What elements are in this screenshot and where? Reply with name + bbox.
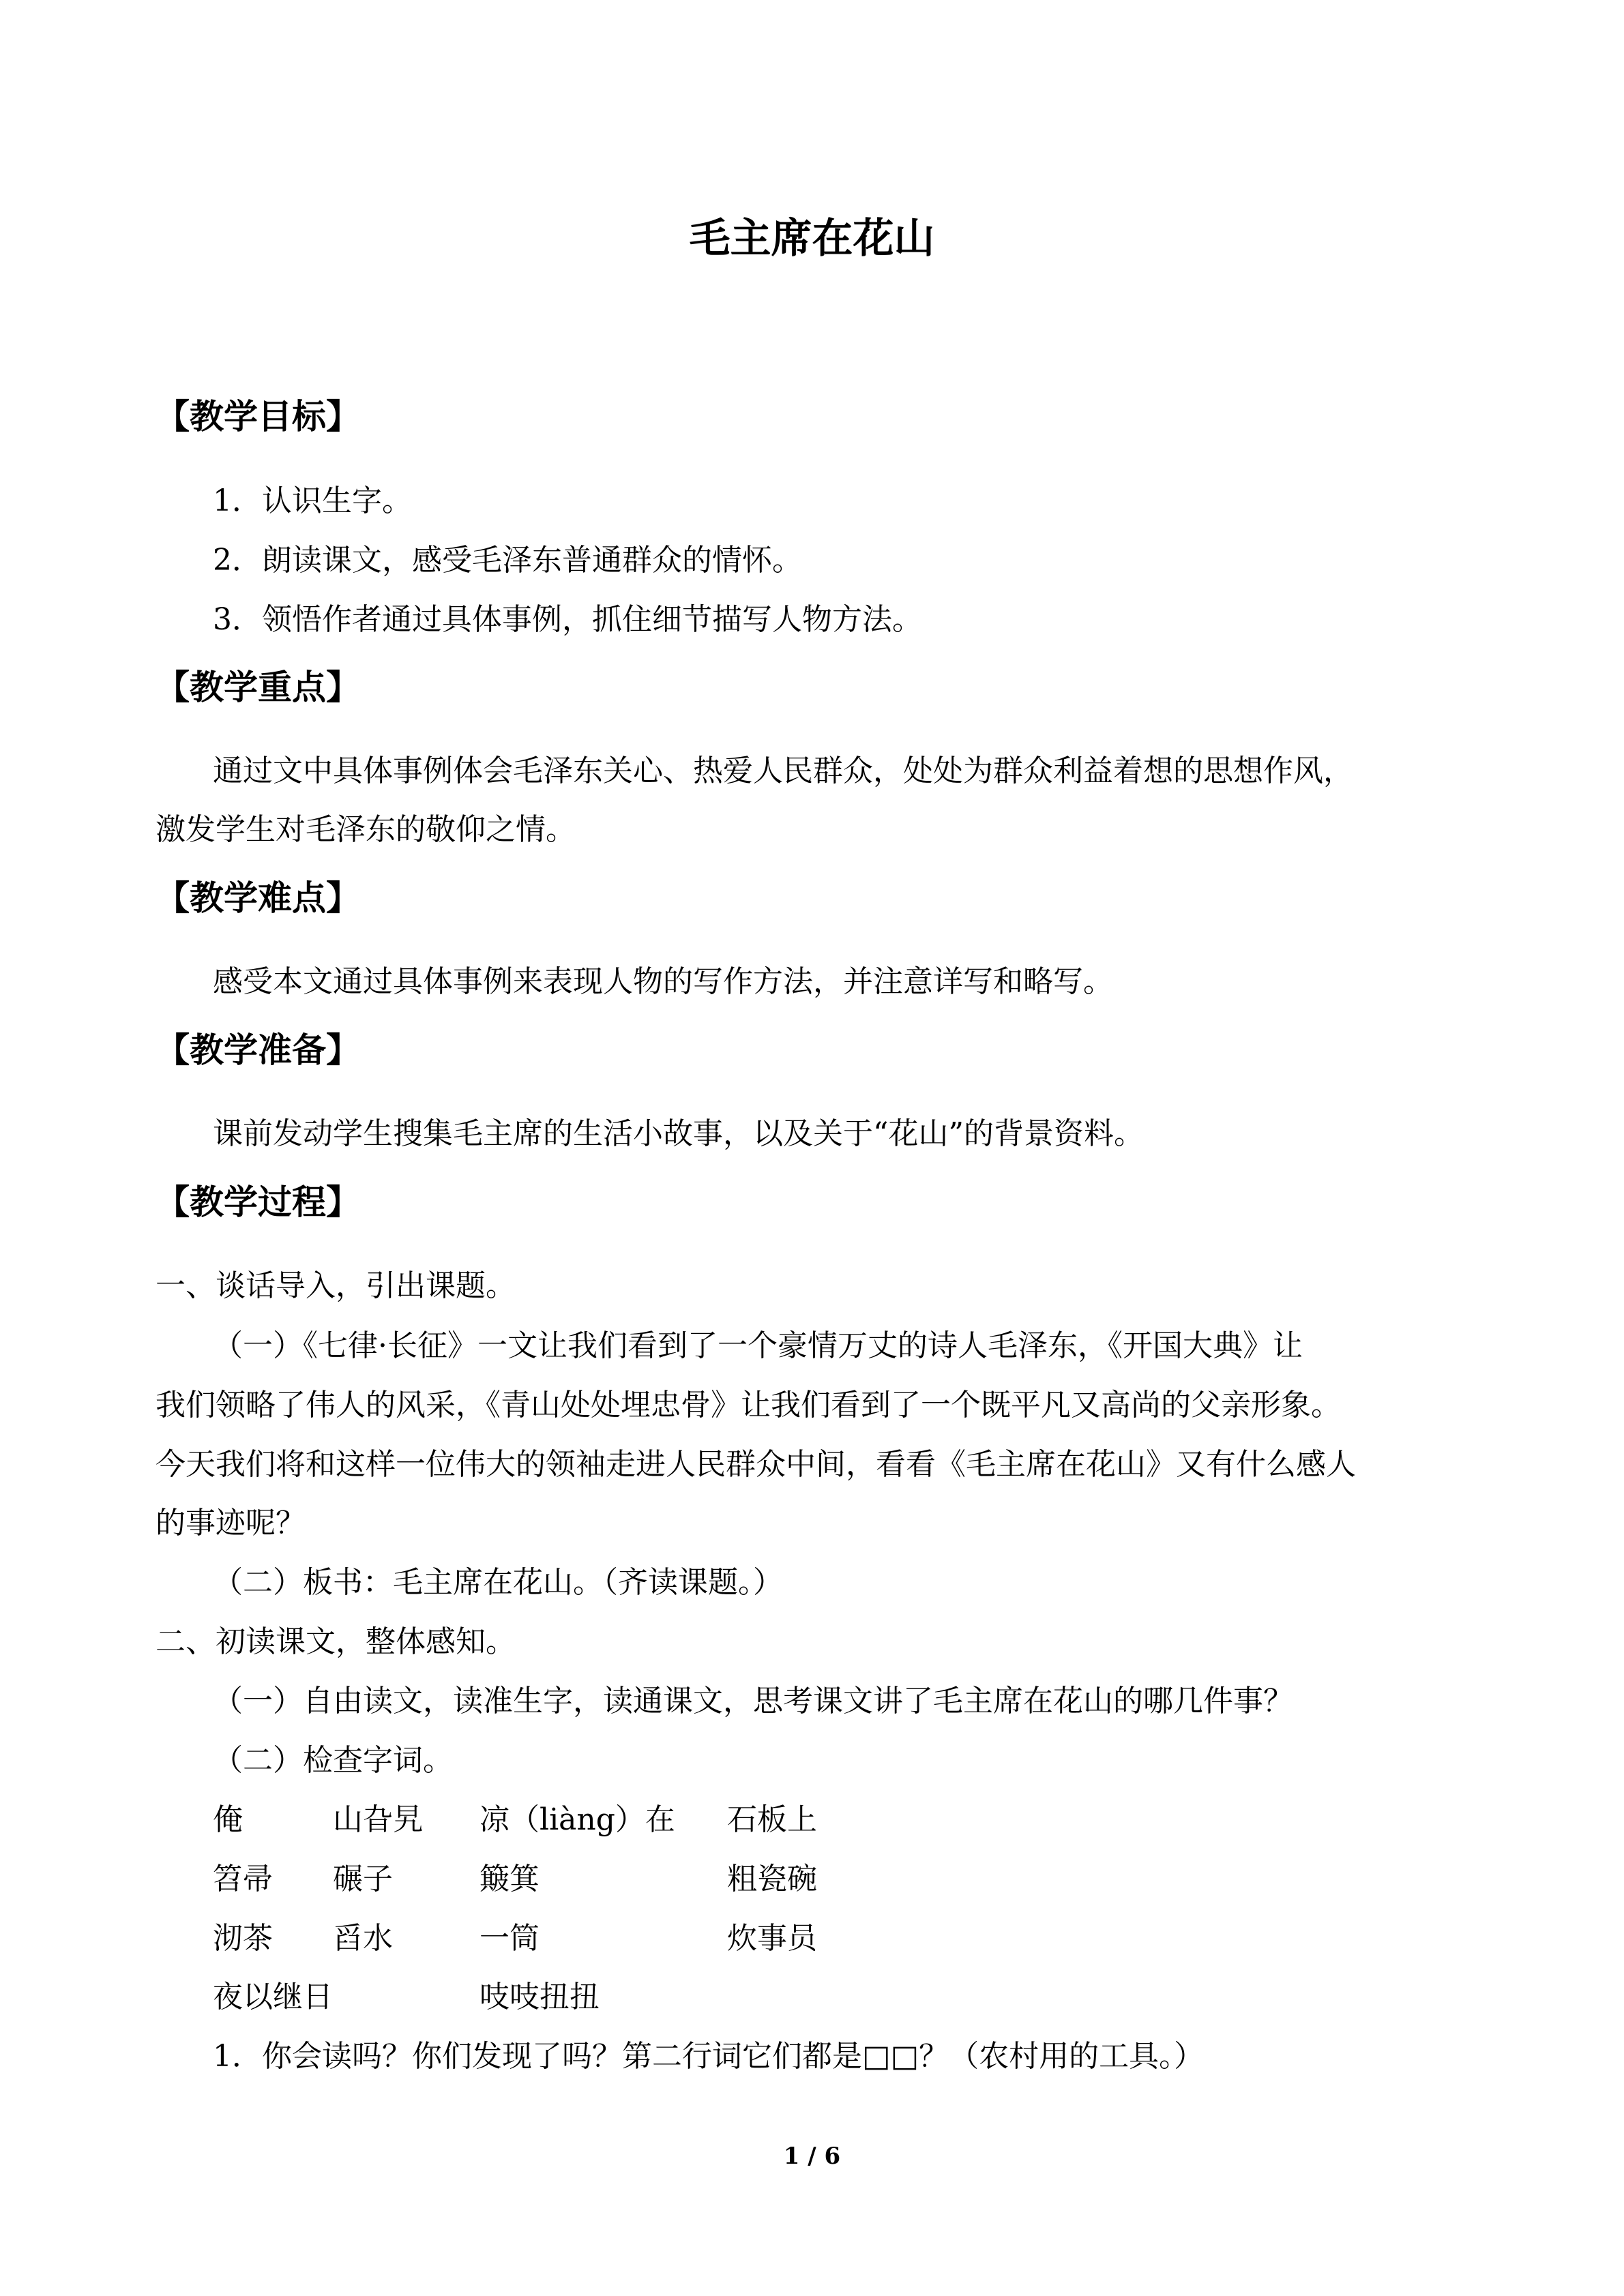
word-cell: 粗瓷碗 xyxy=(727,1862,817,1896)
goal-item-3: 3．领悟作者通过具体事例，抓住细节描写人物方法。 xyxy=(213,602,922,637)
process-part-2: 二、初读课文，整体感知。 xyxy=(156,1624,516,1659)
word-cell: 吱吱扭扭 xyxy=(479,1980,600,2014)
process-p2: （二）板书：毛主席在花山。（齐读课题。） xyxy=(213,1565,783,1600)
process-q1: 1．你会读吗？你们发现了吗？第二行词它们都是□□？（农村用的工具。） xyxy=(213,2039,1205,2074)
heading-difficulty: 【教学难点】 xyxy=(156,878,360,918)
process-p1-line-3: 今天我们将和这样一位伟大的领袖走进人民群众中间，看看《毛主席在花山》又有什么感人 xyxy=(156,1447,1356,1482)
heading-focus: 【教学重点】 xyxy=(156,667,360,707)
word-cell: 山旮旯 xyxy=(333,1802,423,1837)
word-cell: 簸箕 xyxy=(479,1862,540,1896)
word-cell: 舀水 xyxy=(333,1921,393,1956)
process-p1-line-2: 我们领略了伟人的风采，《青山处处埋忠骨》让我们看到了一个既平凡又高尚的父亲形象。 xyxy=(156,1388,1341,1422)
word-cell: 一筒 xyxy=(479,1921,540,1956)
process-p1-line-4: 的事迹呢？ xyxy=(156,1506,306,1540)
word-cell: 石板上 xyxy=(727,1802,817,1837)
focus-line-1: 通过文中具体事例体会毛泽东关心、热爱人民群众，处处为群众利益着想的思想作风， xyxy=(213,754,1353,788)
heading-preparation: 【教学准备】 xyxy=(156,1030,360,1070)
word-cell: 夜以继日 xyxy=(213,1980,333,2014)
word-cell: 碾子 xyxy=(333,1862,393,1896)
document-title: 毛主席在花山 xyxy=(689,215,935,263)
goal-item-2: 2．朗读课文，感受毛泽东普通群众的情怀。 xyxy=(213,543,802,578)
word-cell: 沏茶 xyxy=(213,1921,273,1956)
word-cell: 笤帚 xyxy=(213,1862,273,1896)
word-cell: 凉（liàng）在 xyxy=(479,1802,675,1837)
heading-goals: 【教学目标】 xyxy=(156,396,360,436)
preparation-text: 课前发动学生搜集毛主席的生活小故事，以及关于“花山”的背景资料。 xyxy=(213,1116,1144,1151)
difficulty-text: 感受本文通过具体事例来表现人物的写作方法，并注意详写和略写。 xyxy=(213,964,1113,999)
process-p1-line-1: （一）《七律·长征》一文让我们看到了一个豪情万丈的诗人毛泽东，《开国大典》让 xyxy=(213,1328,1303,1363)
process-p3: （一）自由读文，读准生字，读通课文，思考课文讲了毛主席在花山的哪几件事？ xyxy=(213,1684,1293,1718)
word-cell: 炊事员 xyxy=(727,1921,817,1956)
goal-item-1: 1．认识生字。 xyxy=(213,483,412,518)
focus-line-2: 激发学生对毛泽东的敬仰之情。 xyxy=(156,812,576,847)
page-number: 1 / 6 xyxy=(783,2143,841,2170)
process-part-1: 一、谈话导入，引出课题。 xyxy=(156,1268,516,1303)
word-cell: 俺 xyxy=(213,1802,243,1837)
heading-process: 【教学过程】 xyxy=(156,1182,360,1222)
process-p4: （二）检查字词。 xyxy=(213,1743,453,1778)
